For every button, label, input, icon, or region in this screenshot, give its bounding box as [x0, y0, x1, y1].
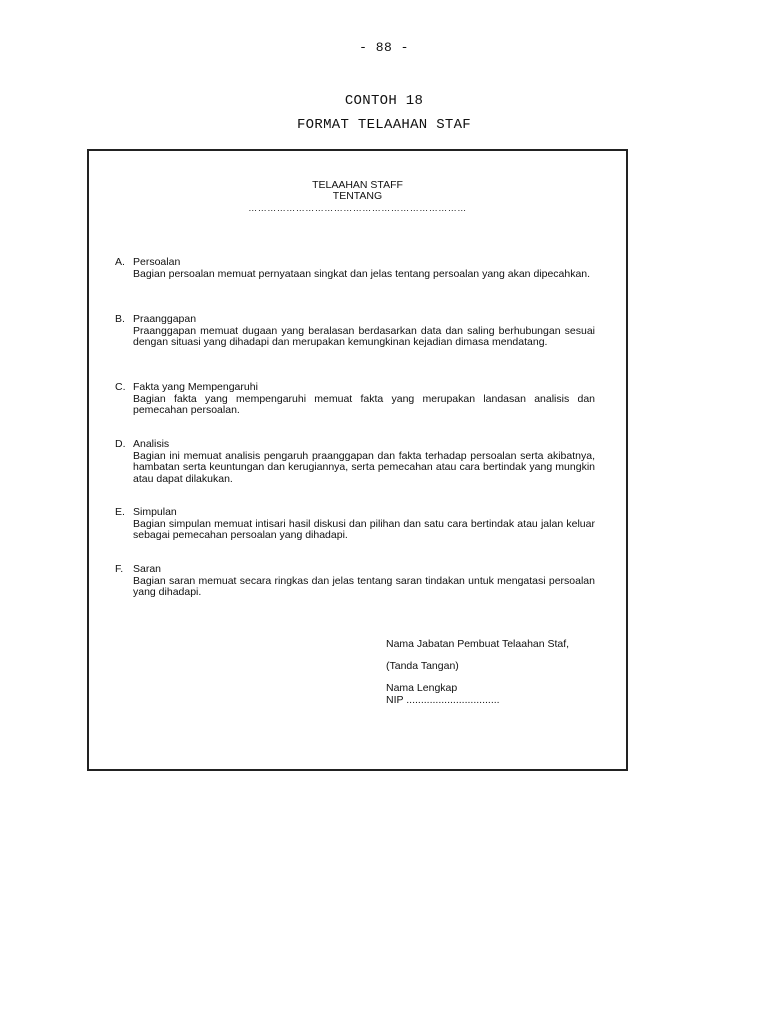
section-title: Analisis: [133, 438, 170, 450]
form-topic-placeholder: ……………………………………………………………: [248, 203, 467, 213]
signature-nip: NIP ................................: [386, 694, 500, 706]
format-title-heading: FORMAT TELAAHAN STAF: [296, 117, 472, 133]
section-letter: F.: [115, 563, 124, 575]
section-title: Persoalan: [133, 256, 181, 268]
page-number: - 88 -: [359, 40, 409, 55]
section-simpulan: [115, 507, 595, 542]
section-letter: E.: [115, 506, 125, 518]
signature-name: Nama Lengkap: [386, 682, 458, 694]
form-frame: [87, 149, 628, 771]
section-body: Praanggapan memuat dugaan yang beralasan berdasarkan data dan saling berhubungan sesuai dengan situasi yang dihadapi dan merupakan kemungkinan kejadian dimasa mendatang.: [133, 324, 595, 349]
section-title: Fakta yang Mempengaruhi: [133, 381, 258, 393]
section-body: Bagian saran memuat secara ringkas dan jelas tentang saran tindakan untuk mengatasi persoalan yang dihadapi.: [133, 574, 595, 599]
section-body: Bagian fakta yang mempengaruhi memuat fakta yang merupakan landasan analisis dan pemecahan persoalan.: [133, 392, 595, 417]
section-title: Simpulan: [133, 506, 177, 518]
section-letter: A.: [115, 256, 125, 268]
section-letter: C.: [115, 381, 126, 393]
signature-position: Nama Jabatan Pembuat Telaahan Staf,: [386, 638, 570, 650]
form-title: TELAAHAN STAFF: [312, 179, 403, 191]
section-body: Bagian persoalan memuat pernyataan singkat dan jelas tentang persoalan yang akan dipecahkan.: [133, 267, 591, 280]
signature-sign: (Tanda Tangan): [386, 660, 459, 672]
section-letter: D.: [115, 438, 126, 450]
example-number-heading: CONTOH 18: [344, 93, 424, 109]
section-title: Praanggapan: [133, 313, 197, 325]
section-body: Bagian ini memuat analisis pengaruh praanggapan dan fakta terhadap persoalan serta akibatnya, hambatan serta keuntungan dan kerugiannya, serta pemecahan atau cara bertindak yang mungkin atau dapat dilakukan.: [133, 449, 595, 485]
section-analisis: [115, 439, 595, 485]
section-body: Bagian simpulan memuat intisari hasil diskusi dan pilihan dan satu cara bertindak atau jalan keluar sebagai pemecahan persoalan yang dihadapi.: [133, 517, 595, 542]
section-letter: B.: [115, 313, 125, 325]
section-title: Saran: [133, 563, 162, 575]
form-subtitle: TENTANG: [332, 190, 383, 202]
section-persoalan: [115, 257, 595, 280]
section-fakta: [115, 382, 595, 417]
section-praanggapan: [115, 314, 595, 349]
section-saran: [115, 564, 595, 599]
